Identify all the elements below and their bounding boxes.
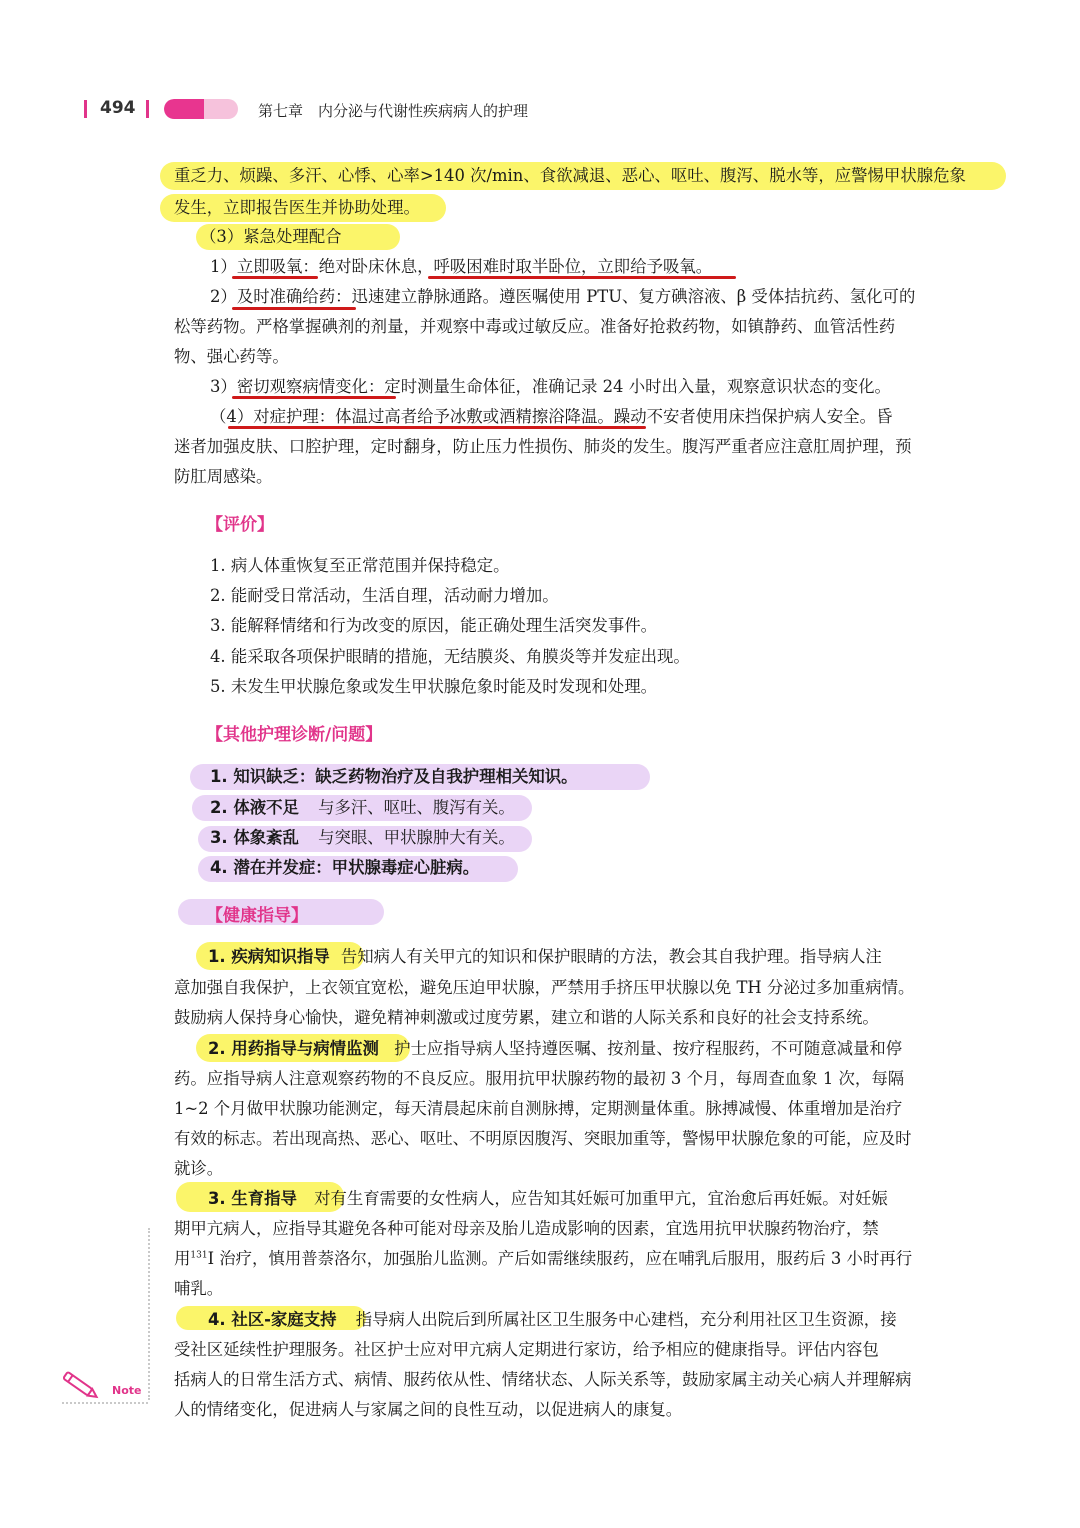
- red-underline: [232, 396, 396, 399]
- pencil-icon: [58, 1370, 104, 1402]
- section-heading-evaluation: 【评价】: [206, 515, 274, 535]
- margin-divider: [148, 1228, 150, 1400]
- header-accent-bar: [146, 100, 149, 118]
- body-text-line: 哺乳。: [174, 1279, 224, 1298]
- note-label: Note: [112, 1384, 142, 1397]
- list-item: 1. 病人体重恢复至正常范围并保持稳定。: [210, 556, 510, 575]
- guidance-label: 3. 生育指导: [208, 1189, 297, 1208]
- diagnosis-text: 与突眼、甲状腺肿大有关。: [318, 828, 515, 847]
- guidance-text: 对有生育需要的女性病人，应告知其妊娠可加重甲亢，宜治愈后再妊娠。对妊娠: [314, 1189, 888, 1208]
- red-underline: [428, 276, 736, 279]
- body-text-line: 人的情绪变化，促进病人与家属之间的良性互动，以促进病人的康复。: [174, 1400, 683, 1419]
- guidance-paragraph-first-line: [208, 1038, 902, 1060]
- body-text-line: 物、强心药等。: [174, 347, 289, 366]
- text-fragment: I 治疗，慎用普萘洛尔，加强胎儿监测。产后如需继续服药，应在哺乳后服用，服药后 3 小时再行: [207, 1249, 913, 1268]
- diagnosis-text: 与多汗、呕吐、腹泻有关。: [318, 798, 515, 817]
- diagnosis-item: [210, 827, 515, 849]
- diagnosis-item: [210, 797, 515, 819]
- note-underline: [62, 1402, 148, 1404]
- diagnosis-item: [210, 857, 479, 879]
- diagnosis-label: 3. 体象紊乱: [210, 828, 299, 847]
- chapter-title: 第七章 内分泌与代谢性疾病病人的护理: [258, 102, 529, 120]
- body-text-line: 鼓励病人保持身心愉快，避免精神刺激或过度劳累，建立和谐的人际关系和良好的社会支持系统。: [174, 1008, 879, 1027]
- guidance-text: 告知病人有关甲亢的知识和保护眼睛的方法，教会其自我护理。指导病人注: [340, 947, 882, 966]
- guidance-paragraph-first-line: [208, 1188, 888, 1210]
- page-number: 494: [100, 98, 136, 118]
- header-accent-bar: [84, 100, 87, 118]
- body-text-line: 有效的标志。若出现高热、恶心、呕吐、不明原因腹泻、突眼加重等，警惕甲状腺危象的可能，应及时: [174, 1129, 912, 1148]
- body-text-line: 防肛周感染。: [174, 467, 273, 486]
- list-item: （4）对症护理：体温过高者给予冰敷或酒精擦浴降温。躁动不安者使用床挡保护病人安全。昏: [210, 407, 893, 426]
- body-text-line: 括病人的日常生活方式、病情、服药依从性、情绪状态、人际关系等，鼓励家属主动关心病人并理解病: [174, 1370, 912, 1389]
- diagnosis-label: 1. 知识缺乏：缺乏药物治疗及自我护理相关知识。: [210, 767, 578, 786]
- subsection-heading: （3）紧急处理配合: [200, 227, 342, 246]
- body-text-line: 重乏力、烦躁、多汗、心悸、心率>140 次/min、食欲减退、恶心、呕吐、腹泻、脱水等，应警惕甲状腺危象: [174, 166, 966, 185]
- guidance-paragraph-first-line: [208, 1309, 897, 1331]
- list-item: 3. 能解释情绪和行为改变的原因，能正确处理生活突发事件。: [210, 616, 658, 635]
- guidance-text: 指导病人出院后到所属社区卫生服务中心建档，充分利用社区卫生资源，接: [355, 1310, 897, 1329]
- section-heading-other-diagnosis: 【其他护理诊断/问题】: [206, 725, 383, 745]
- diagnosis-item: [210, 766, 578, 788]
- list-item: 4. 能采取各项保护眼睛的措施，无结膜炎、角膜炎等并发症出现。: [210, 647, 690, 666]
- guidance-label: 2. 用药指导与病情监测: [208, 1039, 379, 1058]
- diagnosis-label: 2. 体液不足: [210, 798, 299, 817]
- diagnosis-label: 4. 潜在并发症：甲状腺毒症心脏病。: [210, 858, 480, 877]
- body-text-line: 意加强自我保护，上衣领宜宽松，避免压迫甲状腺，严禁用手挤压甲状腺以免 TH 分泌过多加重病情。: [174, 978, 915, 997]
- list-item: 1）立即吸氧：绝对卧床休息，呼吸困难时取半卧位，立即给予吸氧。: [210, 257, 713, 276]
- section-heading-health-guidance: 【健康指导】: [206, 906, 308, 926]
- body-text-line: 发生，立即报告医生并协助处理。: [174, 198, 420, 217]
- body-text-line: 受社区延续性护理服务。社区护士应对甲亢病人定期进行家访，给予相应的健康指导。评估内容包: [174, 1340, 879, 1359]
- list-item: 2）及时准确给药：迅速建立静脉通路。遵医嘱使用 PTU、复方碘溶液、β 受体拮抗药、氢化可的: [210, 287, 916, 306]
- body-text-line: 迷者加强皮肤、口腔护理，定时翻身，防止压力性损伤、肺炎的发生。腹泻严重者应注意肛周护理，预: [174, 437, 912, 456]
- body-text-line: 期甲亢病人，应指导其避免各种可能对母亲及胎儿造成影响的因素，宜选用抗甲状腺药物治疗，禁: [174, 1219, 879, 1238]
- body-text-line: 松等药物。严格掌握碘剂的剂量，并观察中毒或过敏反应。准备好抢救药物，如镇静药、血管活性药: [174, 317, 896, 336]
- guidance-label: 1. 疾病知识指导: [208, 947, 330, 966]
- body-text-line: [174, 1248, 912, 1270]
- guidance-paragraph-first-line: [208, 946, 882, 968]
- list-item: 5. 未发生甲状腺危象或发生甲状腺危象时能及时发现和处理。: [210, 677, 658, 696]
- guidance-label: 4. 社区-家庭支持: [208, 1310, 337, 1329]
- list-item: 3）密切观察病情变化：定时测量生命体征，准确记录 24 小时出入量，观察意识状态的变化。: [210, 377, 891, 396]
- red-underline: [232, 307, 356, 310]
- red-underline: [232, 276, 318, 279]
- header-pill-decoration: [164, 99, 238, 119]
- body-text-line: 1~2 个月做甲状腺功能测定，每天清晨起床前自测脉搏，定期测量体重。脉搏减慢、体重增加是治疗: [174, 1099, 903, 1118]
- guidance-text: 护士应指导病人坚持遵医嘱、按剂量、按疗程服药，不可随意减量和停: [394, 1039, 903, 1058]
- isotope-superscript: 131: [190, 1250, 208, 1261]
- red-underline: [228, 426, 646, 429]
- list-item: 2. 能耐受日常活动，生活自理，活动耐力增加。: [210, 586, 559, 605]
- text-fragment: 用: [174, 1249, 191, 1268]
- body-text-line: 就诊。: [174, 1159, 224, 1178]
- body-text-line: 药。应指导病人注意观察药物的不良反应。服用抗甲状腺药物的最初 3 个月，每周查血象 1 次，每隔: [174, 1069, 905, 1088]
